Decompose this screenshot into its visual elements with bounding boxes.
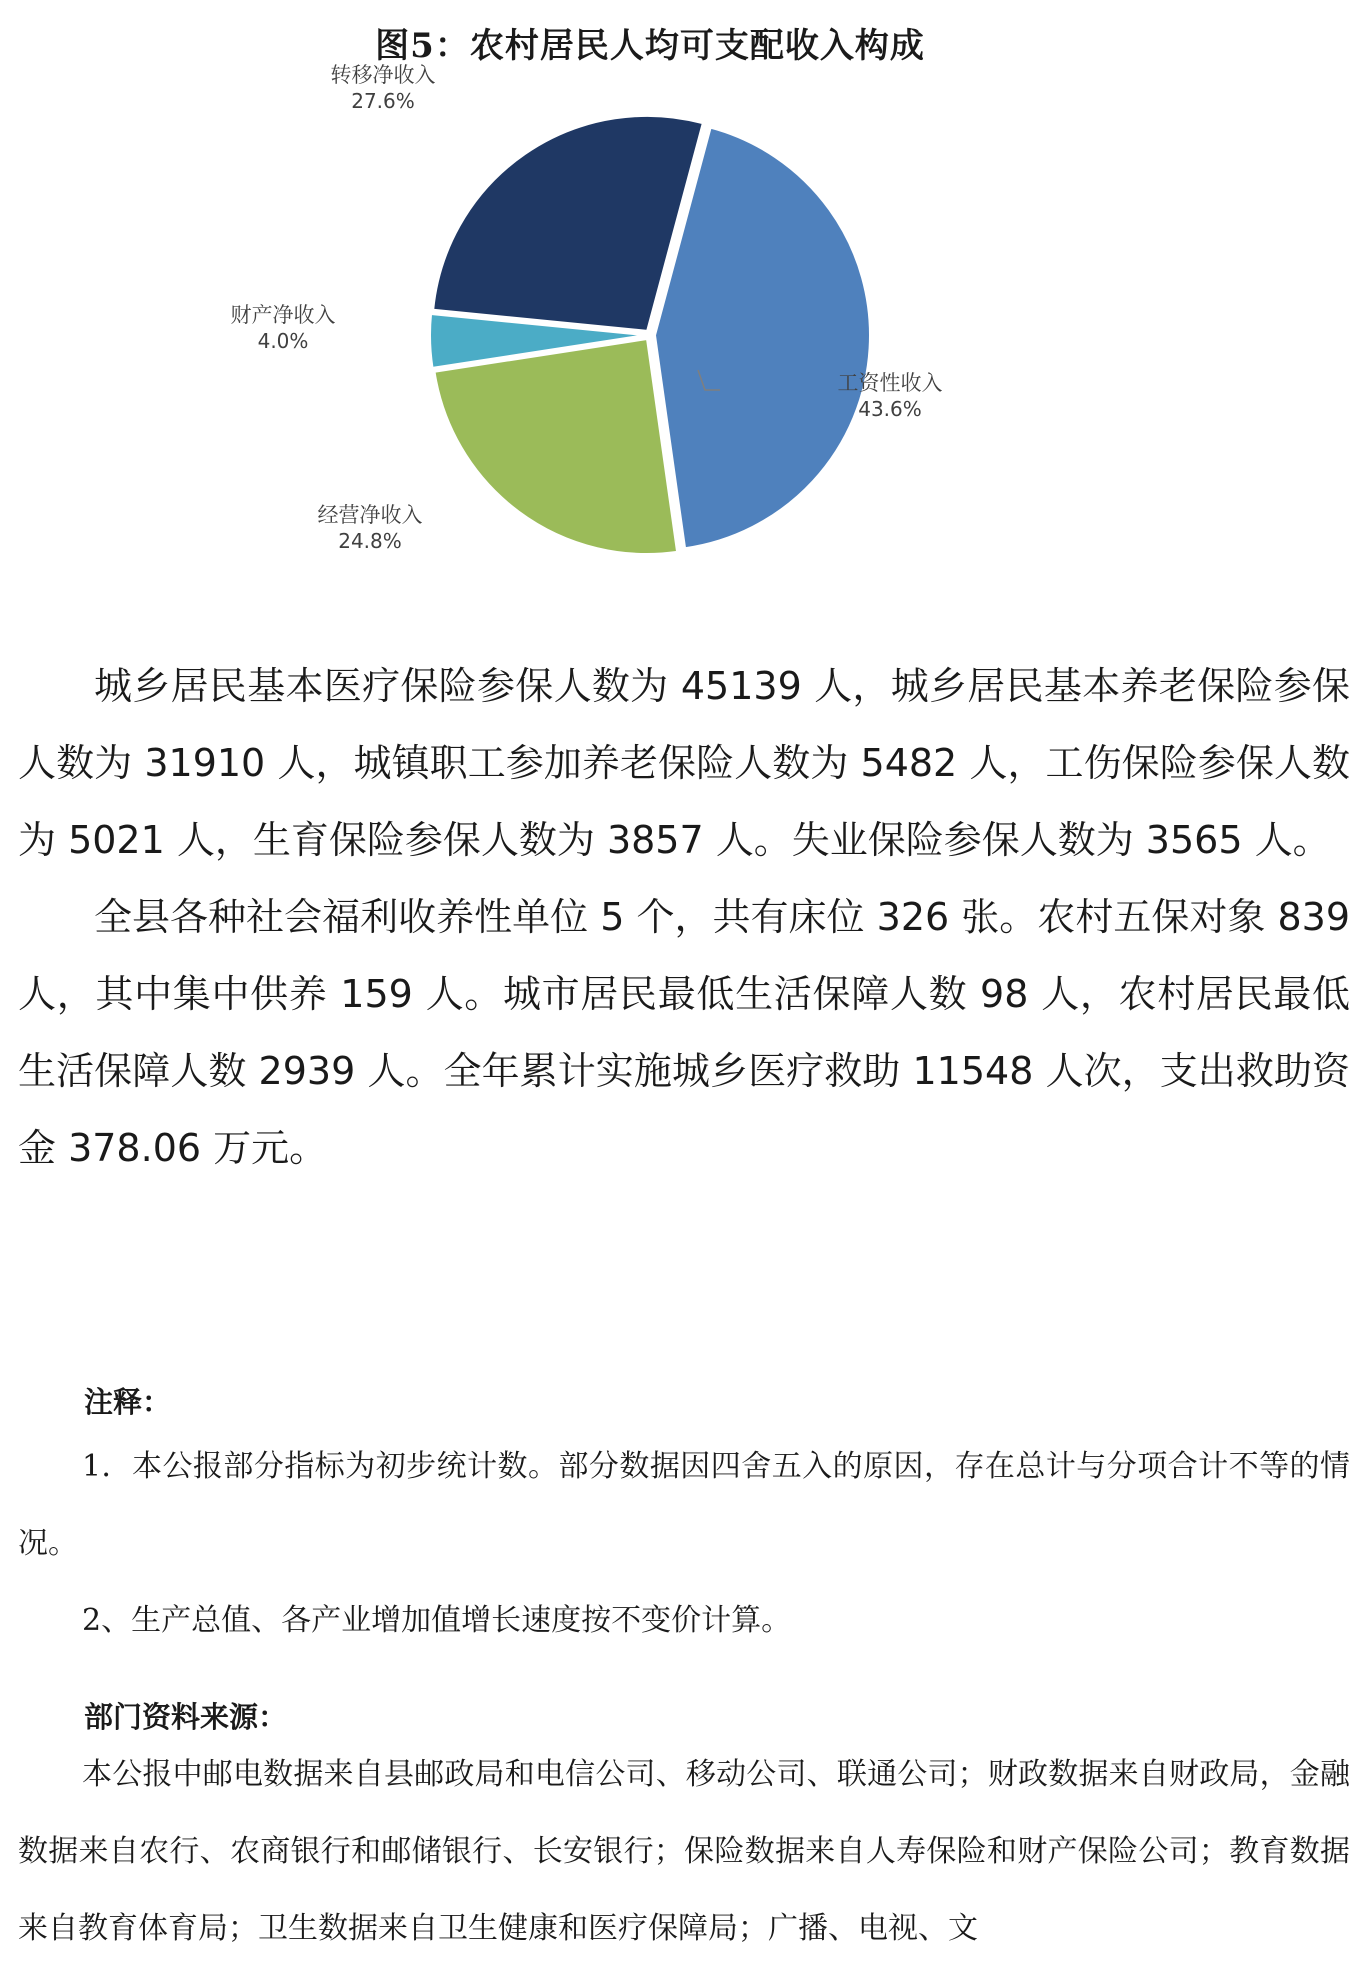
pie-slice-2 xyxy=(435,339,678,554)
notes-heading: 注释： xyxy=(84,1385,172,1419)
slice-value-1: 43.6% xyxy=(858,397,922,421)
slice-label-1: 工资性收入 xyxy=(837,371,943,395)
slice-label-2: 经营净收入 xyxy=(317,503,423,527)
paragraph-insurance: 城乡居民基本医疗保险参保人数为 45139 人，城乡居民基本养老保险参保人数为 31910 人，城镇职工参加养老保险人数为 5482 人，工伤保险参保人数为 5021 人，生育保险参保人数为 3857 人。失业保险参保人数为 3565 人。 xyxy=(18,664,1350,862)
pie-slice-4 xyxy=(433,116,703,331)
sources-text: 本公报中邮电数据来自县邮政局和电信公司、移动公司、联通公司；财政数据来自财政局，金融数据来自农行、农商银行和邮储银行、长安银行；保险数据来自人寿保险和财产保险公司；教育数据来自教育体育局；卫生数据来自卫生健康和医疗保障局；广播、电视、文 xyxy=(18,1757,1350,1946)
pie-slices xyxy=(430,116,870,554)
pie-chart xyxy=(230,63,1050,590)
sources-heading: 部门资料来源： xyxy=(84,1700,288,1734)
slice-value-3: 4.0% xyxy=(257,329,309,353)
chart-title: 图5：农村居民人均可支配收入构成 xyxy=(375,26,925,66)
slice-label-3: 财产净收入 xyxy=(230,303,336,327)
pie-slice-1 xyxy=(655,128,870,549)
paragraph-welfare: 全县各种社会福利收养性单位 5 个，共有床位 326 张。农村五保对象 839 人，其中集中供养 159 人。城市居民最低生活保障人数 98 人，农村居民最低生活保障人数 2939 人。全年累计实施城乡医疗救助 11548 人次，支出救助资金 378.06 万元。 xyxy=(18,895,1350,1170)
slice-value-4: 27.6% xyxy=(351,89,415,113)
note-item-1: 1．本公报部分指标为初步统计数。部分数据因四舍五入的原因，存在总计与分项合计不等的情况。 xyxy=(18,1449,1350,1561)
slice-value-2: 24.8% xyxy=(338,529,402,553)
slice-label-4: 转移净收入 xyxy=(330,63,436,87)
note-item-2: 2、生产总值、各产业增加值增长速度按不变价计算。 xyxy=(82,1603,792,1638)
